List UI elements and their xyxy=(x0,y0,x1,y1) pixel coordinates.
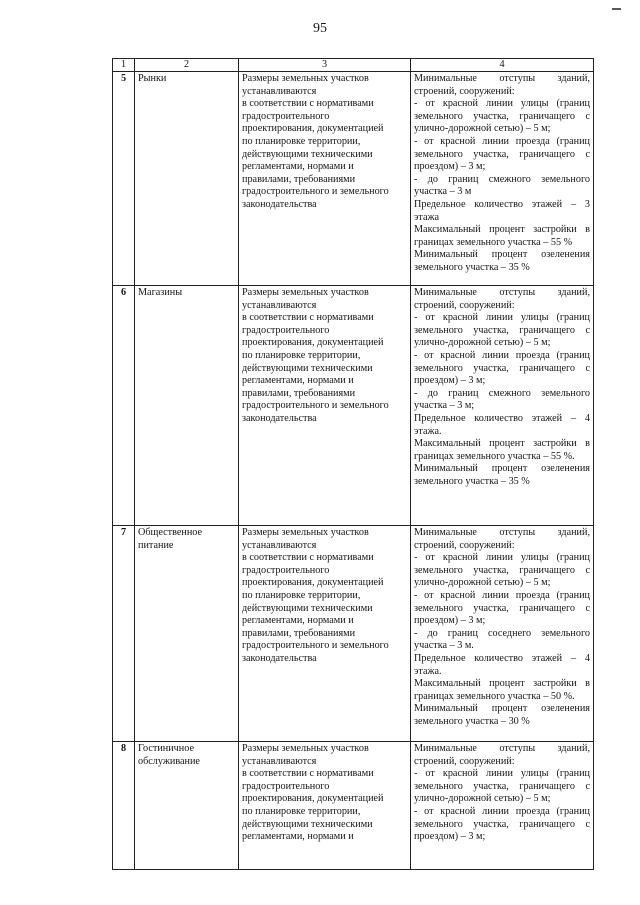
text-line: устанавливаются xyxy=(242,85,317,97)
parameter-paragraph: Минимальные отступы зданий, строений, сооружений: xyxy=(414,73,590,97)
parameter-paragraph: - от красной линии улицы (границ земельного участка, граничащего с улично-дорожной сетью) – 5 м; xyxy=(414,312,590,349)
parameter-paragraph: Минимальный процент озеленения земельного участка – 35 % xyxy=(414,463,590,487)
construction-parameters xyxy=(411,742,594,870)
page-number: 95 xyxy=(313,21,327,36)
parameter-paragraph: Минимальный процент озеленения земельного участка – 35 % xyxy=(414,249,590,273)
parameter-paragraph: Предельное количество этажей – 4 этажа. xyxy=(414,652,590,677)
text-line: правилами, требованиями xyxy=(242,627,356,639)
parameter-paragraph: - от красной линии улицы (границ земельного участка, граничащего с улично-дорожной сетью) – 5 м; xyxy=(414,552,590,589)
text-line: градостроительного xyxy=(242,780,330,792)
construction-parameters xyxy=(411,286,594,526)
text-line: проектирования, документацией xyxy=(242,793,384,805)
plot-size-rules xyxy=(239,742,411,870)
scan-corner-mark xyxy=(612,8,621,10)
plot-size-rules xyxy=(239,286,411,526)
header-cell-2: 2 xyxy=(135,59,239,72)
parameter-paragraph: Минимальные отступы зданий, строений, сооружений: xyxy=(414,287,590,311)
parameter-paragraph: - от красной линии проезда (границ земельного участка, граничащего с проездом) – 3 м; xyxy=(414,135,590,173)
text-line: действующими техническими xyxy=(242,818,373,830)
parameter-paragraph: - от красной линии улицы (границ земельного участка, граничащего с улично-дорожной сетью) – 5 м; xyxy=(414,768,590,805)
parameter-paragraph: - от красной линии проезда (границ земельного участка, граничащего с проездом) – 3 м; xyxy=(414,589,590,627)
row-number: 7 xyxy=(113,526,135,742)
text-line: устанавливаются xyxy=(242,299,317,311)
text-line: градостроительного xyxy=(242,110,330,122)
text-line: законодательства xyxy=(242,652,317,664)
text-line: по планировке территории, xyxy=(242,349,361,361)
text-line: в соответствии с нормативами xyxy=(242,98,374,110)
parameter-paragraph: Максимальный процент застройки в границах земельного участка – 55 % xyxy=(414,224,590,248)
header-cell-3: 3 xyxy=(239,59,411,72)
text-line: Размеры земельных участков xyxy=(242,743,369,754)
permitted-use-name: Рынки xyxy=(135,72,239,286)
regulations-table xyxy=(112,58,594,870)
parameter-paragraph: Предельное количество этажей – 4 этажа. xyxy=(414,412,590,437)
parameter-paragraph: Предельное количество этажей – 3 этажа xyxy=(414,198,590,223)
text-line: правилами, требованиями xyxy=(242,173,356,185)
text-line: законодательства xyxy=(242,412,317,424)
text-line: по планировке территории, xyxy=(242,589,361,601)
parameter-paragraph: - от красной линии проезда (границ земельного участка, граничащего с проездом) – 3 м; xyxy=(414,349,590,387)
parameter-paragraph: - до границ смежного земельного участка – 3 м xyxy=(414,173,590,198)
text-line: Размеры земельных участков xyxy=(242,287,369,298)
parameter-paragraph: Максимальный процент застройки в границах земельного участка – 55 %. xyxy=(414,438,590,462)
text-line: Размеры земельных участков xyxy=(242,73,369,84)
text-line: градостроительного и земельного xyxy=(242,640,389,652)
text-line: действующими техническими xyxy=(242,362,373,374)
parameter-paragraph: - до границ соседнего земельного участка – 3 м. xyxy=(414,627,590,652)
text-line: градостроительного xyxy=(242,564,330,576)
permitted-use-name: Общественное питание xyxy=(135,526,239,742)
text-line: в соответствии с нормативами xyxy=(242,768,374,780)
construction-parameters xyxy=(411,526,594,742)
construction-parameters xyxy=(411,72,594,286)
table-header-row xyxy=(113,59,594,72)
text-line: устанавливаются xyxy=(242,539,317,551)
parameter-paragraph: Минимальные отступы зданий, строений, сооружений: xyxy=(414,743,590,767)
text-line: регламентами, нормами и xyxy=(242,375,354,387)
text-line: проектирования, документацией xyxy=(242,337,384,349)
text-line: правилами, требованиями xyxy=(242,387,356,399)
text-line: Размеры земельных участков xyxy=(242,527,369,538)
text-line: по планировке территории, xyxy=(242,805,361,817)
parameter-paragraph: - от красной линии проезда (границ земельного участка, граничащего с проездом) – 3 м; xyxy=(414,805,590,843)
table-row xyxy=(113,72,594,286)
parameter-paragraph: - до границ смежного земельного участка – 3 м; xyxy=(414,387,590,412)
text-line: устанавливаются xyxy=(242,755,317,767)
text-line: по планировке территории, xyxy=(242,135,361,147)
table-row xyxy=(113,526,594,742)
text-line: градостроительного xyxy=(242,324,330,336)
text-line: действующими техническими xyxy=(242,148,373,160)
text-line: действующими техническими xyxy=(242,602,373,614)
text-line: градостроительного и земельного xyxy=(242,186,389,198)
text-line: градостроительного и земельного xyxy=(242,400,389,412)
plot-size-rules xyxy=(239,526,411,742)
text-line: в соответствии с нормативами xyxy=(242,552,374,564)
text-line: регламентами, нормами и xyxy=(242,831,354,843)
row-number: 6 xyxy=(113,286,135,526)
header-cell-4: 4 xyxy=(411,59,594,72)
text-line: регламентами, нормами и xyxy=(242,161,354,173)
table-row xyxy=(113,742,594,870)
parameter-paragraph: - от красной линии улицы (границ земельного участка, граничащего с улично-дорожной сетью) – 5 м; xyxy=(414,98,590,135)
text-line: проектирования, документацией xyxy=(242,577,384,589)
text-line: регламентами, нормами и xyxy=(242,615,354,627)
header-cell-1: 1 xyxy=(113,59,135,72)
row-number: 8 xyxy=(113,742,135,870)
parameter-paragraph: Минимальные отступы зданий, строений, сооружений: xyxy=(414,527,590,551)
permitted-use-name: Магазины xyxy=(135,286,239,526)
parameter-paragraph: Максимальный процент застройки в границах земельного участка – 50 %. xyxy=(414,678,590,702)
text-line: в соответствии с нормативами xyxy=(242,312,374,324)
parameter-paragraph: Минимальный процент озеленения земельного участка – 30 % xyxy=(414,703,590,727)
text-line: законодательства xyxy=(242,198,317,210)
table-row xyxy=(113,286,594,526)
plot-size-rules xyxy=(239,72,411,286)
row-number: 5 xyxy=(113,72,135,286)
permitted-use-name: Гостиничное обслуживание xyxy=(135,742,239,870)
text-line: проектирования, документацией xyxy=(242,123,384,135)
